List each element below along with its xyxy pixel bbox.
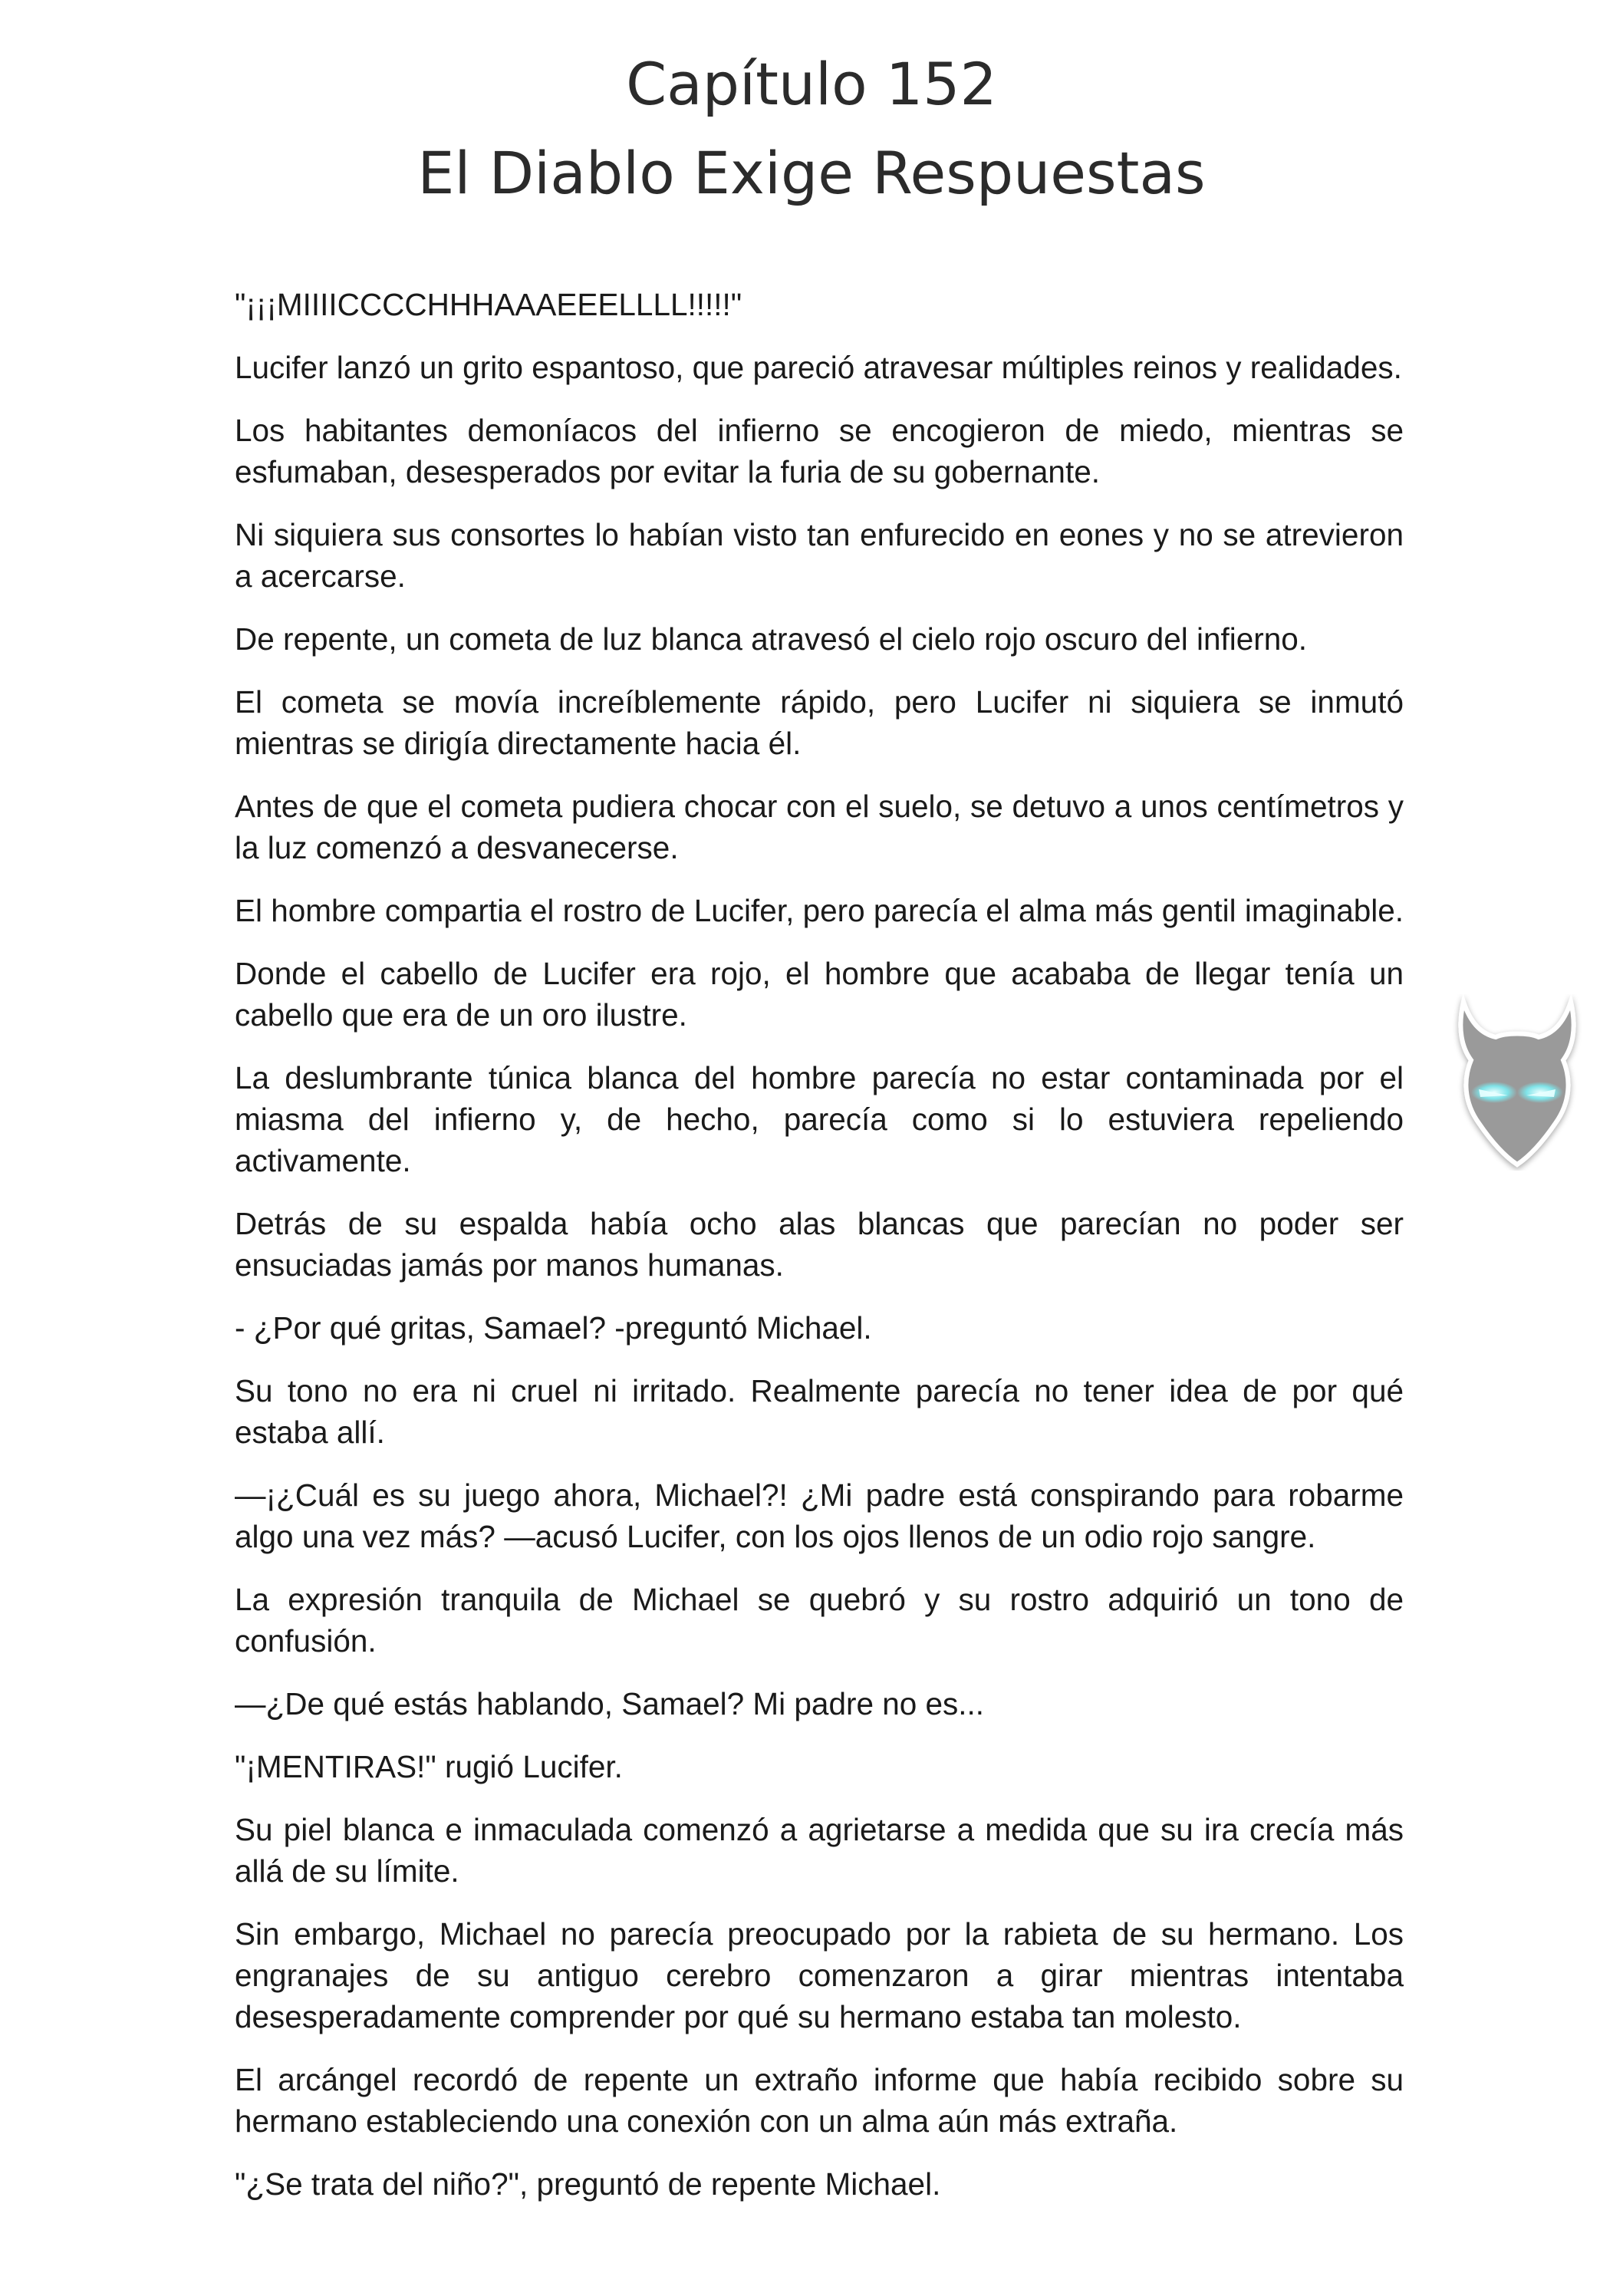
chapter-header bbox=[0, 40, 1623, 218]
paragraph: El hombre compartia el rostro de Lucifer, pero parecía el alma más gentil imaginable. bbox=[235, 893, 1404, 928]
paragraph: Ni siquiera sus consortes lo habían visto tan enfurecido en eones y no se atrevieron a acercarse. bbox=[235, 517, 1404, 594]
chapter-title: El Diablo Exige Respuestas bbox=[417, 139, 1206, 207]
paragraph: —¡¿Cuál es su juego ahora, Michael?! ¿Mi padre está conspirando para robarme algo una vez más? —acusó Lucifer, con los ojos llenos de un odio rojo sangre. bbox=[235, 1477, 1404, 1554]
paragraph: Sin embargo, Michael no parecía preocupado por la rabieta de su hermano. Los engranajes de su antiguo cerebro comenzaron a girar mientras intentaba desesperadamente comprender por qué su hermano estaba tan molesto. bbox=[235, 1916, 1404, 2034]
paragraph: Antes de que el cometa pudiera chocar con el suelo, se detuvo a unos centímetros y la luz comenzó a desvanecerse. bbox=[235, 789, 1404, 865]
demon-head-icon bbox=[1440, 994, 1594, 1171]
paragraph: Su tono no era ni cruel ni irritado. Realmente parecía no tener idea de por qué estaba allí. bbox=[235, 1373, 1404, 1450]
paragraph: El cometa se movía increíblemente rápido, pero Lucifer ni siquiera se inmutó mientras se dirigía directamente hacia él. bbox=[235, 684, 1404, 761]
paragraph: —¿De qué estás hablando, Samael? Mi padre no es... bbox=[235, 1686, 985, 1721]
paragraph: De repente, un cometa de luz blanca atravesó el cielo rojo oscuro del infierno. bbox=[235, 621, 1308, 657]
paragraph: Detrás de su espalda había ocho alas blancas que parecían no poder ser ensuciadas jamás por manos humanas. bbox=[235, 1206, 1404, 1283]
paragraph: Donde el cabello de Lucifer era rojo, el hombre que acababa de llegar tenía un cabello que era de un oro ilustre. bbox=[235, 956, 1404, 1033]
paragraph: El arcángel recordó de repente un extraño informe que había recibido sobre su hermano estableciendo una conexión con un alma aún más extraña. bbox=[235, 2062, 1404, 2139]
paragraph: "¡¡¡MIIIICCCCHHHAAAEEELLLL!!!!!" bbox=[235, 287, 742, 322]
chapter-body bbox=[235, 284, 1404, 2226]
paragraph: La deslumbrante túnica blanca del hombre parecía no estar contaminada por el miasma del infierno y, de hecho, parecía como si lo estuviera repeliendo activamente. bbox=[235, 1060, 1404, 1178]
paragraph: - ¿Por qué gritas, Samael? -preguntó Michael. bbox=[235, 1310, 872, 1346]
paragraph: Su piel blanca e inmaculada comenzó a agrietarse a medida que su ira crecía más allá de su límite. bbox=[235, 1812, 1404, 1889]
paragraph: "¡MENTIRAS!" rugió Lucifer. bbox=[235, 1749, 623, 1784]
paragraph: Los habitantes demoníacos del infierno se encogieron de miedo, mientras se esfumaban, desesperados por evitar la furia de su gobernante. bbox=[235, 413, 1404, 489]
paragraph: Lucifer lanzó un grito espantoso, que pareció atravesar múltiples reinos y realidades. bbox=[235, 350, 1402, 385]
paragraph: "¿Se trata del niño?", preguntó de repente Michael. bbox=[235, 2166, 941, 2202]
paragraph: La expresión tranquila de Michael se quebró y su rostro adquirió un tono de confusión. bbox=[235, 1582, 1404, 1659]
chapter-number: Capítulo 152 bbox=[626, 50, 997, 118]
